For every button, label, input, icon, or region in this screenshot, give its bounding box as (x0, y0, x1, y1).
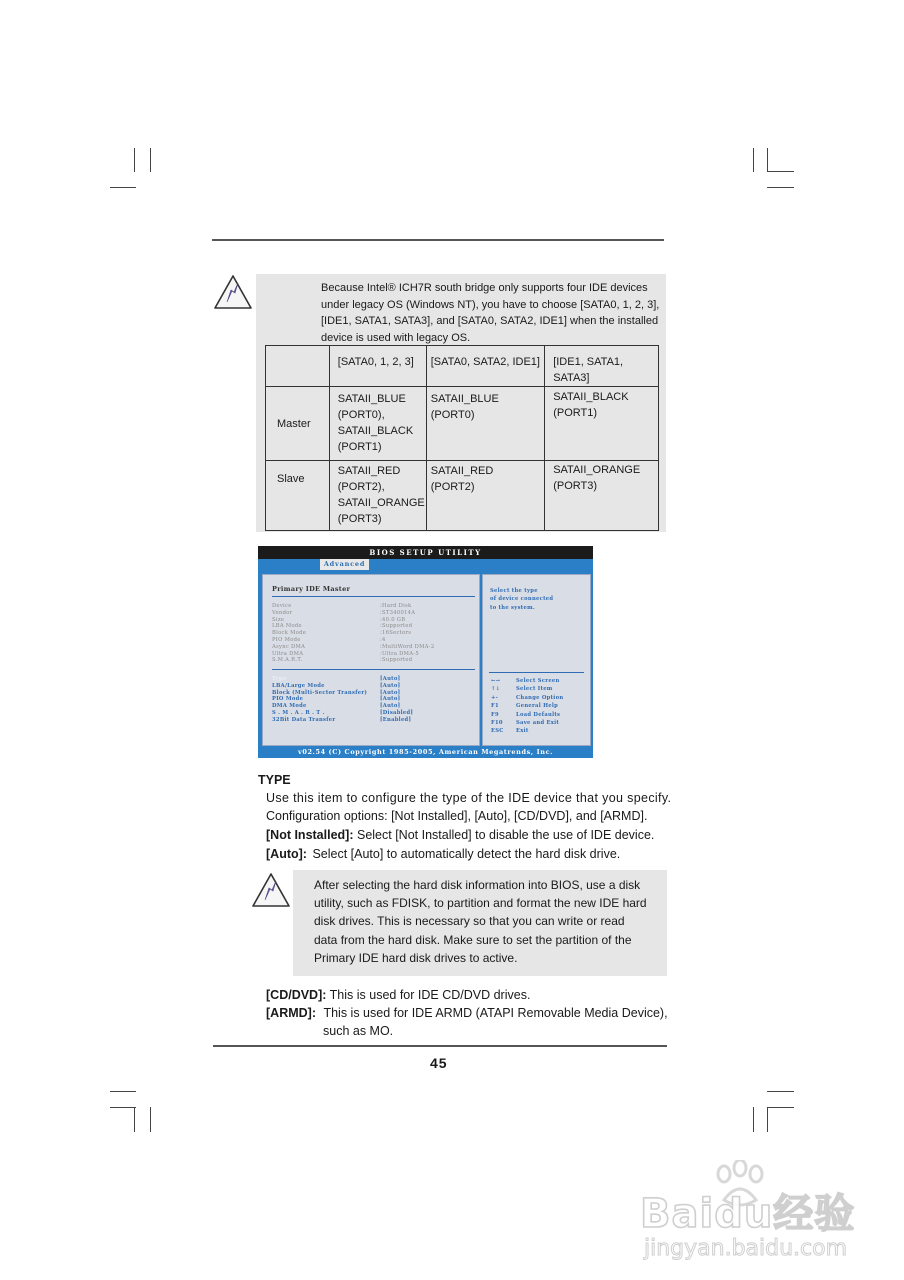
crop-mark (110, 1107, 136, 1108)
bios-section-title: Primary IDE Master (272, 585, 351, 593)
not-installed-desc: [Not Installed]: Select [Not Installed] to disable the use of IDE device. (266, 828, 655, 842)
bios-key-row-value: General Help (516, 703, 559, 710)
crop-mark (767, 187, 794, 188)
warning-icon (212, 272, 254, 314)
bios-title-bar: BIOS SETUP UTILITY (258, 546, 593, 559)
bios-info-row-label: PIO Mode (272, 637, 301, 643)
bios-info-row-label: S.M.A.R.T. (272, 657, 303, 664)
crop-mark (134, 1107, 135, 1132)
bios-divider (489, 672, 584, 673)
table-row (266, 387, 659, 461)
crop-mark (767, 171, 794, 172)
auto-desc: [Auto]: Select [Auto] to automatically detect the hard disk drive. (266, 847, 621, 861)
bios-screenshot (258, 546, 593, 758)
table-header-cell: [SATA0, SATA2, IDE1] (426, 346, 544, 387)
bios-option-row-label: PIO Mode (272, 696, 304, 703)
note-text: After selecting the hard disk information into BIOS, use a disk utility, such as FDISK, to partition and format the new IDE hard disk drives. This is necessary so that you can write or read data from the hard disk. Make sure to set the partition of the Primary IDE hard disk drives to active. (314, 878, 647, 965)
bios-key-row-label: +- (491, 694, 499, 701)
bios-option-row-value: [Auto] (380, 689, 401, 696)
bios-key-row-value: Select Item (516, 686, 553, 693)
armd-desc: [ARMD]: This is used for IDE ARMD (ATAPI Removable Media Device), (266, 1006, 668, 1020)
bios-info-row-label: Ultra DMA (272, 650, 304, 657)
cddvd-desc: [CD/DVD]: This is used for IDE CD/DVD drives. (266, 988, 531, 1002)
bios-info-row-label: Device (272, 603, 292, 609)
bios-key-row-value: Save and Exit (516, 720, 560, 726)
bios-option-row-value: [Enabled] (380, 716, 412, 723)
header-rule (212, 239, 664, 241)
bios-option-row-label: Type (272, 676, 287, 682)
bios-option-row-value: [Auto] (380, 682, 401, 689)
table-cell: SATAII_RED (PORT2), SATAII_ORANGE (PORT3) (329, 461, 426, 531)
crop-mark (110, 1091, 136, 1092)
bios-info-row-value: :Ultra DMA-5 (380, 650, 419, 657)
bios-option-row-value: [Auto] (380, 676, 401, 682)
watermark-brand: Baidu经验 (640, 1191, 856, 1237)
bios-help-panel (482, 574, 591, 746)
table-header-row (266, 346, 659, 387)
table-header-cell: [IDE1, SATA1, SATA3] (545, 346, 659, 387)
crop-mark (767, 1091, 794, 1092)
bios-option-row-value: [Auto] (380, 703, 401, 710)
type-description: Use this item to configure the type of the IDE device that you specify. (266, 791, 672, 805)
table-cell: SATAII_BLACK (PORT1) (545, 387, 659, 461)
port-table (265, 345, 659, 531)
bios-key-row-label: ESC (491, 728, 504, 735)
baidu-watermark (640, 1160, 890, 1270)
table-header-cell: [SATA0, 1, 2, 3] (329, 346, 426, 387)
bios-info-row-label: Async DMA (272, 643, 306, 650)
crop-mark (767, 1107, 794, 1108)
bios-info-row-value: :MultiWord DMA-2 (380, 643, 435, 650)
row-label-cell: Master (266, 387, 330, 461)
crop-mark (767, 1107, 768, 1132)
bios-option-row-label: 32Bit Data Transfer (272, 716, 336, 723)
warning-note (293, 870, 667, 976)
bios-info-row-value: :ST340014A (380, 609, 416, 616)
bios-option-row-label: DMA Mode (272, 703, 307, 710)
bios-info-row-value: :16Sectors (380, 630, 412, 637)
bios-help-text: Select the type of device connected to the system. (490, 588, 554, 611)
bios-info-row-label: Size (272, 616, 285, 623)
table-cell: SATAII_ORANGE (PORT3) (545, 461, 659, 531)
bios-option-row-label: S . M . A . R . T . (272, 710, 325, 716)
bios-key-row-label: F9 (491, 711, 499, 718)
bios-key-row-label: ↑↓ (491, 686, 501, 693)
bios-info-row-value: :40.0 GB (380, 616, 406, 623)
bios-option-row-label: Block (Multi-Sector Transfer) (272, 689, 368, 696)
crop-mark (134, 148, 135, 172)
bios-info-row-label: LBA Mode (272, 623, 302, 630)
bios-key-row-value: Select Screen (516, 678, 560, 684)
bios-key-row-label: F10 (491, 720, 503, 726)
crop-mark (150, 148, 151, 172)
config-options: Configuration options: [Not Installed], [Auto], [CD/DVD], and [ARMD]. (266, 809, 648, 823)
table-cell: SATAII_BLUE (PORT0), SATAII_BLACK (PORT1) (329, 387, 426, 461)
section-heading: TYPE (258, 773, 291, 787)
bios-info-row-label: Block Mode (272, 630, 307, 637)
crop-mark (767, 148, 768, 172)
bios-info-row-value: :Supported (380, 623, 413, 630)
watermark-url: jingyan.baidu.com (644, 1236, 848, 1261)
bios-main-panel (262, 574, 480, 746)
table-header-cell (266, 346, 330, 387)
row-label-cell: Slave (266, 461, 330, 531)
armd-desc-cont: such as MO. (323, 1024, 394, 1038)
bios-option-row-value: [Auto] (380, 696, 401, 703)
bios-info-row-label: Vendor (272, 609, 293, 616)
table-cell: SATAII_BLUE (PORT0) (426, 387, 544, 461)
note-text: Because Intel® ICH7R south bridge only supports four IDE devices under legacy OS (Windows NT), you have to choose [SATA0, 1, 2, 3], [IDE1, SATA1, SATA3], and [SATA0, SATA2, IDE1] when the installed device is used with legacy OS. (321, 282, 660, 344)
warning-icon (250, 870, 292, 912)
crop-mark (753, 1107, 754, 1132)
crop-mark (753, 148, 754, 172)
bios-key-row-value: Load Defaults (516, 711, 561, 718)
bios-info-row-value: :Hard Disk (380, 603, 412, 609)
bios-divider (272, 596, 475, 597)
bios-info-row-value: :4 (380, 637, 386, 643)
table-row (266, 461, 659, 531)
bios-option-row-label: LBA/Large Mode (272, 682, 325, 689)
bios-key-row-label: ←→ (491, 678, 501, 684)
page-number: 45 (430, 1055, 448, 1071)
bios-key-row-label: F1 (491, 703, 499, 710)
footer-rule (213, 1045, 667, 1047)
crop-mark (110, 187, 136, 188)
bios-footer: v02.54 (C) Copyright 1985-2005, American Megatrends, Inc. (297, 748, 554, 756)
bios-divider (272, 669, 475, 670)
bios-option-row-value: [Disabled] (380, 710, 414, 716)
crop-mark (150, 1107, 151, 1132)
bios-key-row-value: Exit (516, 728, 529, 735)
bios-tab-advanced[interactable]: Advanced (320, 559, 369, 570)
bios-info-row-value: :Supported (380, 657, 413, 664)
bios-key-row-value: Change Option (516, 694, 564, 701)
table-cell: SATAII_RED (PORT2) (426, 461, 544, 531)
